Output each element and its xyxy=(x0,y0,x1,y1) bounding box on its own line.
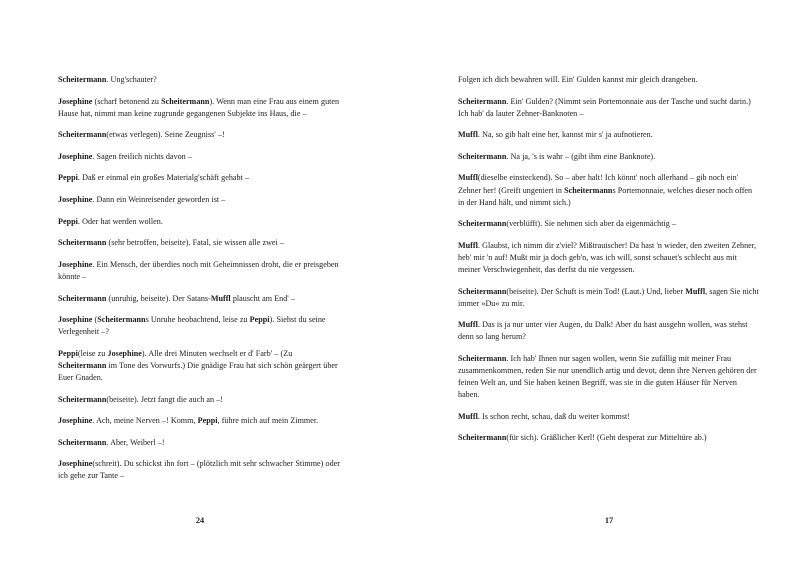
speaker-name: Josephine xyxy=(58,416,93,426)
speaker-name: Scheitermann xyxy=(458,96,507,106)
speaker-name: Scheitermann xyxy=(458,433,507,443)
speaker-name: Scheitermann xyxy=(58,293,107,303)
speech-line: Scheitermann(für sich). Gräßlicher Kerl! (Geht desperat zur Mitteltüre ab.) xyxy=(458,433,707,443)
inline-character-name: Scheitermann xyxy=(58,360,107,370)
speaker-name: Scheitermann xyxy=(58,238,107,248)
speaker-name: Scheitermann xyxy=(458,286,507,296)
speaker-name: Josephine xyxy=(58,96,93,106)
inline-character-name: Scheitermann xyxy=(97,315,146,325)
speaker-name: Scheitermann xyxy=(458,151,507,161)
speech-line: Muffl(dieselbe einsteckend). So – aber halt! Ich könnt' noch allerhand – gib noch ein' Zehner her! (Greift ungeniert in Scheitermanns Portemonnaie, welches dieser noch offen in der Hand hält, und nimmt sich.) xyxy=(458,173,753,207)
speech-line: Peppi(leise zu Josephine). Alle drei Minuten wechselt er d' Farb' – (Zu Scheitermann im Tone des Vorwurfs.) Die gnädige Frau hat sich schön geärgert über Euer Gnaden. xyxy=(58,348,338,382)
speaker-name: Muffl xyxy=(458,130,478,140)
speech-line: Josephine (Scheitermanns Unruhe beobachtend, leise zu Peppi). Siehst du seine Verlegenheit –? xyxy=(58,315,326,337)
speaker-name: Scheitermann xyxy=(58,394,107,404)
speech-line: Scheitermann. Ung'schauter? xyxy=(58,75,157,84)
speech-line: Scheitermann (sehr betroffen, beiseite). Fatal, sie wissen alle zwei – xyxy=(58,238,285,248)
speaker-name: Josephine xyxy=(58,315,93,325)
speaker-name: Peppi xyxy=(58,173,78,183)
speech-line: Scheitermann. Aber, Weiberl –! xyxy=(58,437,165,447)
speech-line: Muffl. Glaubst, ich nimm dir z'viel? Mißtrauischer! Da hast 'n wieder, den zweiten Zehner, heb' mir 'n auf! Mußt mir ja doch geb'n, was ich will, sonst schauet's schlecht aus mit meiner Verschwiegenheit, das derfst du nie vergessen. xyxy=(458,240,757,275)
speech-line: Josephine(schreit). Du schickst ihn fort – (plötzlich mit sehr schwacher Stimme) oder ich gehe zur Tante – xyxy=(58,459,340,481)
speaker-name: Muffl xyxy=(458,240,478,250)
page-number-left: 24 xyxy=(195,516,205,525)
inline-character-name: Scheitermann xyxy=(161,96,210,106)
speaker-name: Muffl xyxy=(458,173,478,183)
speech-line: Scheitermann. Ich hab' Ihnen nur sagen wollen, wenn Sie zufällig mit meiner Frau zusammenkommen, reden Sie nur unendlich artig und devot, denn ihre Nerven gehören der feinen Welt an, und Sie haben keinen Begriff, was sie in die guten Häuser für Nerven haben. xyxy=(458,354,757,400)
speech-line: Scheitermann(beiseite). Jetzt fangt die auch an –! xyxy=(58,394,224,404)
inline-character-name: Muffl xyxy=(685,286,706,296)
speaker-name: Muffl xyxy=(458,411,478,421)
speech-line: Peppi. Oder hat werden wollen. xyxy=(58,216,163,226)
speech-line: Scheitermann. Ein' Gulden? (Nimmt sein Portemonnaie aus der Tasche und sucht darin.) Ich hab' da lauter Zehner-Banknoten – xyxy=(458,96,751,118)
speaker-name: Josephine xyxy=(58,259,93,269)
inline-character-name: Muffl xyxy=(210,293,231,303)
inline-character-name: Peppi xyxy=(249,315,270,325)
speech-line: Peppi. Daß er einmal ein großes Materialg'schäft gehabt – xyxy=(58,173,250,183)
speaker-name: Peppi xyxy=(58,216,78,226)
speech-line: Scheitermann (unruhig, beiseite). Der Satans-Muffl plauscht am End' – xyxy=(58,293,295,303)
speech-line: Muffl. Is schon recht, schau, daß du weiter kommst! xyxy=(458,411,630,421)
speaker-name: Scheitermann xyxy=(458,354,507,363)
inline-character-name: Peppi xyxy=(197,416,218,426)
speaker-name: Scheitermann xyxy=(58,75,107,84)
left-column xyxy=(0,74,400,483)
speech-line: Josephine (scharf betonend zu Scheitermann). Wenn man eine Frau aus einem guten Hause hat, nimmt man keine zugrunde gegangenen Subjekte ins Haus, die – xyxy=(58,96,340,118)
speech-line: Folgen ich dich bewahren will. Ein' Gulden kannst mir gleich drangeben. xyxy=(458,75,698,84)
speaker-name: Josephine xyxy=(58,459,93,469)
speech-line: Josephine. Dann ein Weinreisender geworden ist – xyxy=(58,195,226,205)
speech-line: Josephine. Ein Mensch, der überdies noch mit Geheimnissen droht, die er preisgeben könnte – xyxy=(58,259,339,281)
two-column-body xyxy=(0,74,800,483)
speaker-name: Scheitermann xyxy=(58,437,107,447)
speaker-name: Scheitermann xyxy=(458,219,507,229)
inline-character-name: Scheitermann xyxy=(564,185,613,195)
speech-line: Scheitermann(beiseite). Der Schuft is mein Tod! (Laut.) Und, lieber Muffl, sagen Sie nicht immer »Du« zu mir. xyxy=(458,286,759,308)
speaker-name: Scheitermann xyxy=(58,130,107,140)
speaker-name: Josephine xyxy=(58,151,93,161)
inline-character-name: Josephine xyxy=(107,348,142,358)
speech-line: Josephine. Sagen freilich nichts davon – xyxy=(58,151,192,161)
speech-line: Muffl. Na, so gib halt eine her, kannst mir s' ja aufnotieren. xyxy=(458,130,653,140)
speech-line: Muffl. Das is ja nur unter vier Augen, du Dalk! Aber du hast ausgehn wollen, was stehst denn so lang herum? xyxy=(458,320,748,342)
speaker-name: Muffl xyxy=(458,320,478,330)
speaker-name: Josephine xyxy=(58,195,93,205)
speech-line: Scheitermann(verblüfft). Sie nehmen sich aber da eigenmächtig – xyxy=(458,219,677,229)
speech-line: Josephine. Ach, meine Nerven –! Komm, Peppi, führe mich auf mein Zimmer. xyxy=(58,416,319,426)
speaker-name: Peppi xyxy=(58,348,78,358)
speech-line: Scheitermann(etwas verlegen). Seine Zeugniss' –! xyxy=(58,130,225,140)
speech-line: Scheitermann. Na ja, 's is wahr – (gibt ihm eine Banknote). xyxy=(458,151,656,161)
right-column xyxy=(400,74,800,445)
page-number-right: 17 xyxy=(604,516,614,525)
